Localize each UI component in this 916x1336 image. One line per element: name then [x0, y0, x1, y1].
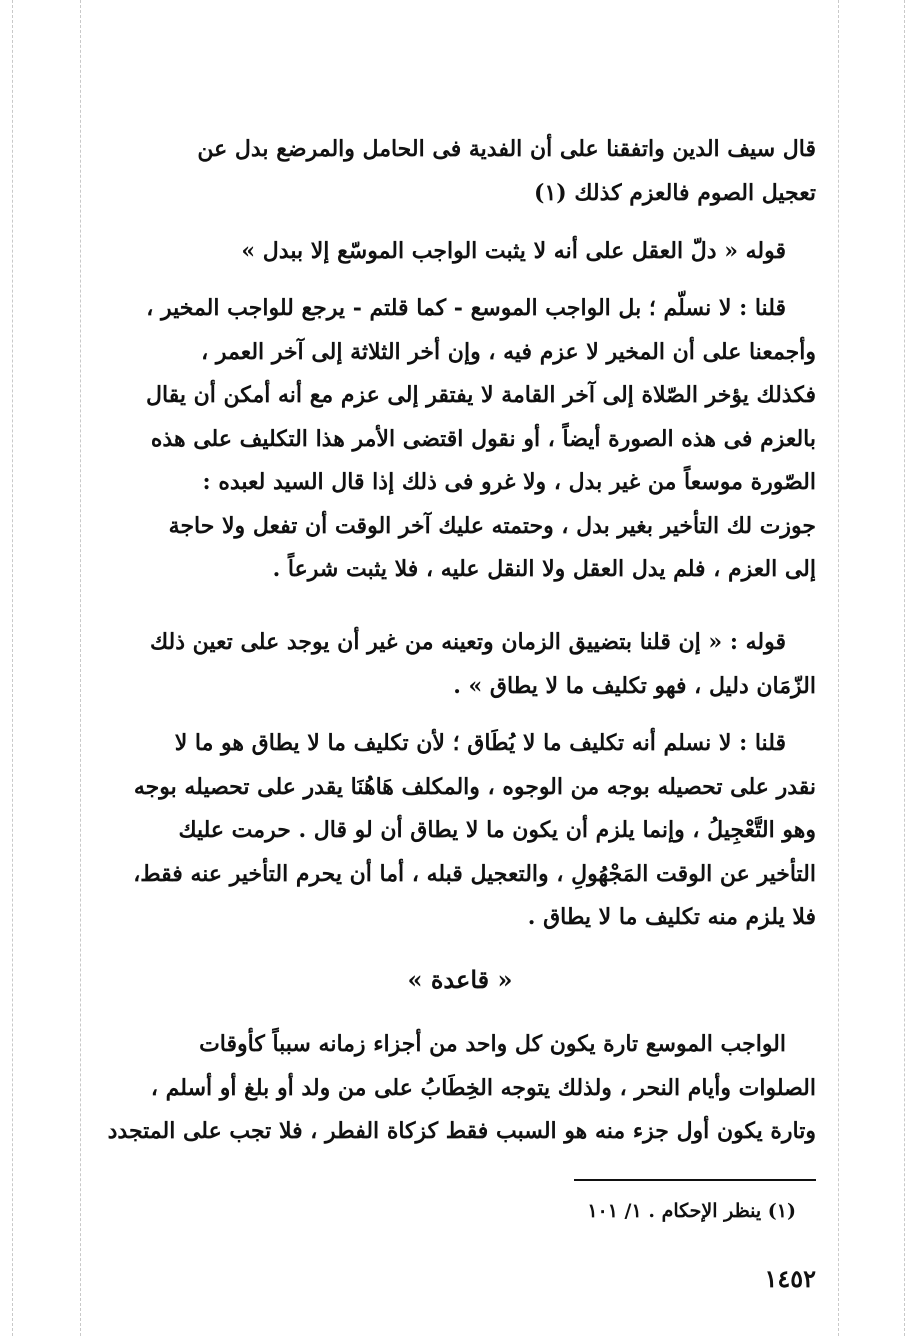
page-number: ١٤٥٢: [764, 1264, 816, 1293]
paragraph-line: إلى العزم ، فلم يدل العقل ولا النقل عليه ، فلا يثبت شرعاً .: [272, 556, 816, 582]
paragraph-line: قوله « دلّ العقل على أنه لا يثبت الواجب الموسّع إلا ببدل »: [241, 238, 786, 264]
paragraph-line: وأجمعنا على أن المخير لا عزم فيه ، وإن أخر الثلاثة إلى آخر العمر ،: [201, 338, 816, 365]
paragraph-response-2: [104, 722, 816, 940]
paragraph-line: قلنا : لا نسلم أنه تكليف ما لا يُطَاق ؛ لأن تكليف ما لا يطاق هو ما لا: [174, 730, 786, 756]
paragraph-line: جوزت لك التأخير بغير بدل ، وحتمته عليك آخر الوقت أن تفعل ولا حاجة: [168, 512, 816, 539]
scan-edge-inner-left: [80, 0, 81, 1336]
paragraph-line: قال سيف الدين واتفقنا على أن الفدية فى الحامل والمرضع بدل عن: [197, 136, 816, 162]
footnote-divider: [574, 1179, 816, 1181]
paragraph-line: تعجيل الصوم فالعزم كذلك (١): [534, 179, 816, 206]
paragraph-quote-reason: [104, 230, 816, 274]
paragraph-line: فكذلك يؤخر الصّلاة إلى آخر القامة لا يفتقر إلى عزم مع أنه أمكن أن يقال: [146, 382, 816, 408]
paragraph-line: وتارة يكون أول جزء منه هو السبب فقط كزكاة الفطر ، فلا تجب على المتجدد: [107, 1118, 816, 1144]
footnote: (١) ينظر الإحكام . ١/ ١٠١: [587, 1200, 796, 1222]
paragraph-line: بالعزم فى هذه الصورة أيضاً ، أو نقول اقتضى الأمر هذا التكليف على هذه: [150, 425, 816, 452]
paragraph-saif-al-din: [104, 128, 816, 215]
paragraph-quote-time: [104, 621, 816, 708]
paragraph-line: الصلوات وأيام النحر ، ولذلك يتوجه الخِطَابُ على من ولد أو بلغ أو أسلم ،: [150, 1074, 816, 1101]
scan-edge-right: [904, 0, 905, 1336]
paragraph-line: التأخير عن الوقت المَجْهُولِ ، والتعجيل قبله ، أما أن يحرم التأخير عنه فقط،: [133, 860, 816, 887]
paragraph-response-1: [104, 287, 816, 592]
paragraph-line: قلنا : لا نسلّم ؛ بل الواجب الموسع - كما قلتم - يرجع للواجب المخير ،: [146, 295, 786, 321]
section-heading: « قاعدة »: [407, 965, 513, 994]
scan-edge-left: [12, 0, 13, 1336]
paragraph-line: الصّورة موسعاً من غير بدل ، ولا غرو فى ذلك إذا قال السيد لعبده :: [202, 469, 816, 495]
paragraph-line: قوله : « إن قلنا بتضييق الزمان وتعينه من غير أن يوجد على تعين ذلك: [149, 629, 786, 655]
paragraph-line: فلا يلزم منه تكليف ما لا يطاق .: [527, 904, 816, 930]
paragraph-section: [104, 1023, 816, 1154]
scan-edge-inner-right: [838, 0, 839, 1336]
paragraph-line: وهو التَّعْجِيلُ ، وإنما يلزم أن يكون ما لا يطاق أن لو قال . حرمت عليك: [178, 817, 816, 843]
paragraph-line: الواجب الموسع تارة يكون كل واحد من أجزاء زمانه سبباً كأوقات: [199, 1031, 786, 1057]
paragraph-line: نقدر على تحصيله بوجه من الوجوه ، والمكلف هَاهُنَا يقدر على تحصيله بوجه: [133, 773, 816, 800]
paragraph-line: الزّمَان دليل ، فهو تكليف ما لا يطاق » .: [453, 672, 816, 699]
